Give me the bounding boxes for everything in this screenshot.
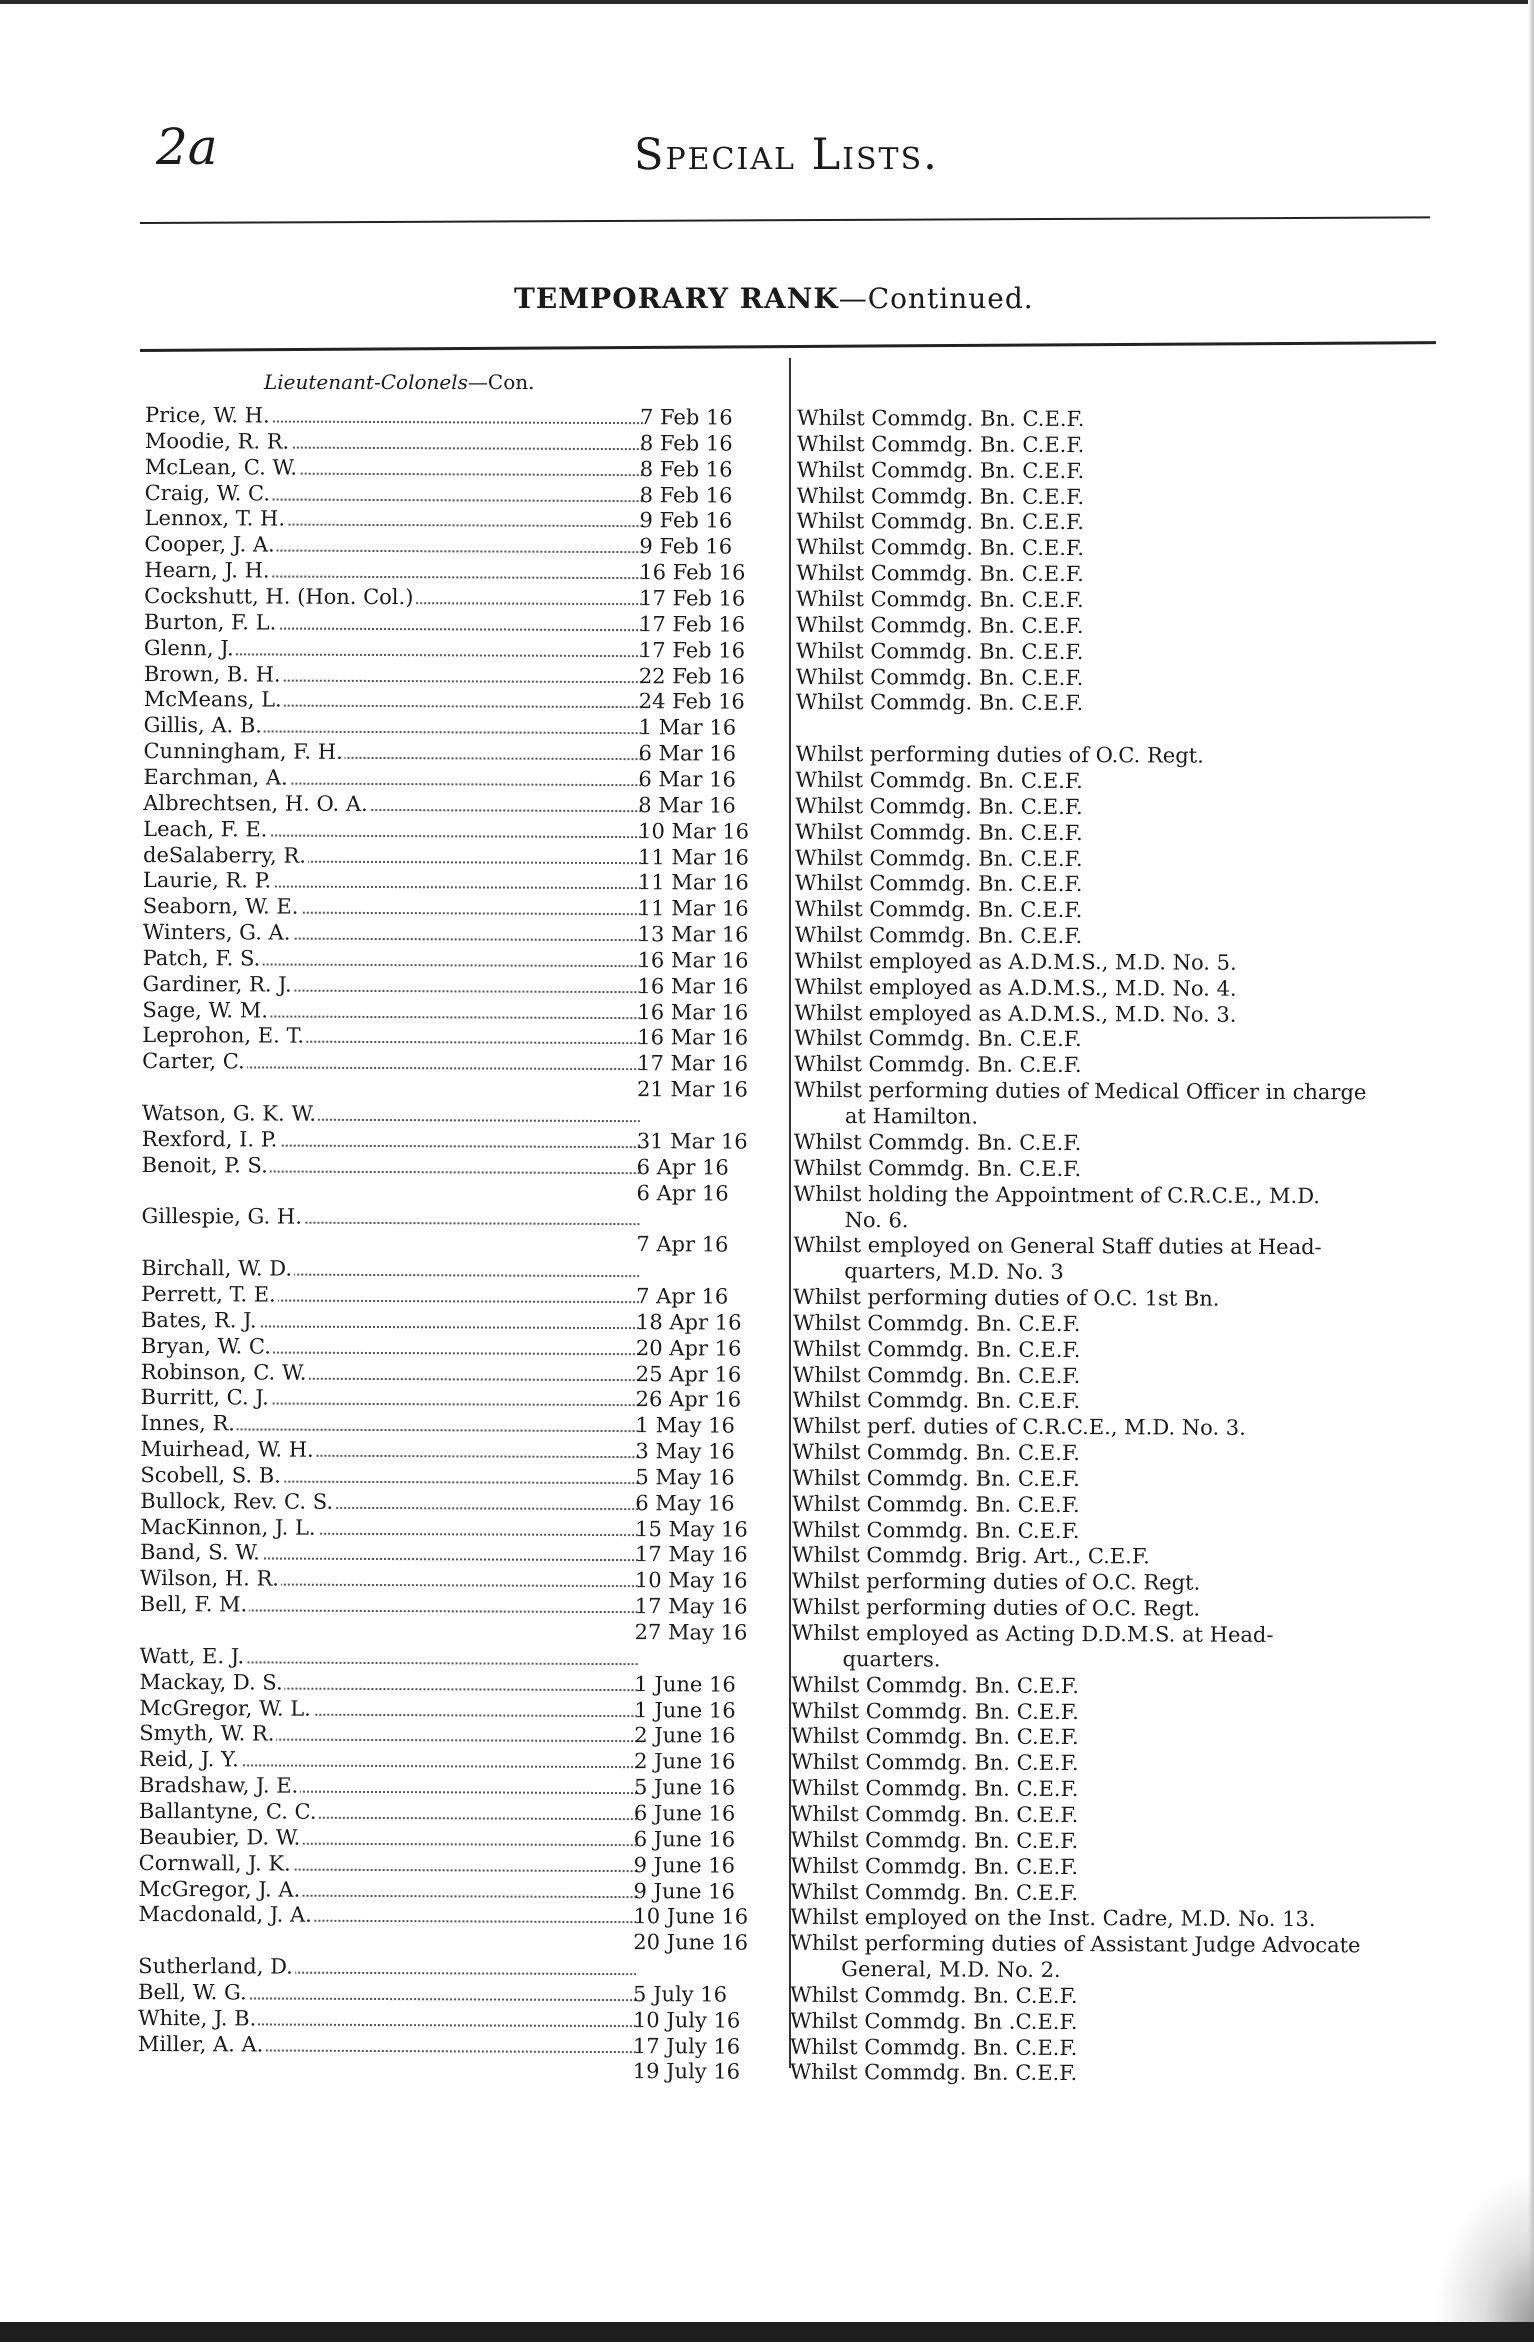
duty-description: Whilst Commdg. Bn. C.E.F. [789,2034,1078,2060]
rank-date [633,1955,773,1956]
rank-date: 24 Feb 16 [638,689,745,714]
officer-name-text: Albrechtsen, H. O. A. [143,790,368,816]
duty-description: Whilst performing duties of O.C. Regt. [791,1594,1201,1621]
officer-name [139,1798,637,1826]
duty-description: Whilst Commdg. Bn. C.E.F. [791,1724,1079,1750]
rank-date: 6 June 16 [633,1826,736,1852]
duty-description: Whilst Commdg. Bn. C.E.F. [794,1052,1082,1078]
officer-name-text: White, J. B. [137,2005,257,2031]
rank-date: 16 Mar 16 [637,999,749,1025]
officer-name [142,1074,640,1102]
officer-name [138,2005,636,2033]
duty-continuation: at Hamilton. [844,1104,979,1129]
officer-name-text: Reid, J. Y. [139,1747,239,1772]
rank-date: 22 Feb 16 [638,663,745,689]
rank-date: 8 Mar 16 [638,792,736,818]
officer-name-text: Watt, E. J. [139,1643,245,1669]
duty-description: Whilst Commdg. Bn. C.E.F. [792,1465,1080,1491]
duty-continuation: General, M.D. No. 2. [841,1957,1061,1983]
duty-description: Whilst Commdg. Bn. C.E.F. [792,1362,1081,1388]
rank-date: 1 June 16 [634,1697,736,1723]
officer-name-text: Patch, F. S. [142,945,261,971]
officer-name-text: Lennox, T. H. [144,506,286,531]
officer-name-text: Glenn, J. [143,635,234,660]
officer-name-text: Cockshutt, H. (Hon. Col.) [144,583,414,610]
duty-description: Whilst Commdg. Bn. C.E.F. [792,1517,1080,1543]
officer-name [140,1462,638,1490]
rank-date: 27 May 16 [634,1620,748,1645]
officer-name-text: Laurie, R. P. [142,868,272,893]
section-title-bold: TEMPORARY RANK [514,282,839,315]
officer-name-text: McGregor, W. L. [139,1695,311,1721]
duty-description: Whilst employed as A.D.M.S., M.D. No. 4. [794,974,1237,1001]
rank-date: 25 Apr 16 [635,1361,742,1387]
officer-name [139,1772,637,1800]
officer-name [142,1100,640,1128]
officer-name-text: Earchman, A. [143,764,288,790]
officer-name [142,1048,640,1076]
rank-date: 11 Mar 16 [637,870,749,895]
rank-date: 13 Mar 16 [637,922,749,947]
officer-name-text: Bell, W. G. [138,1979,247,2005]
rank-date: 6 Apr 16 [636,1154,729,1180]
subheading-continued: —Con. [467,370,535,394]
rank-date: 6 June 16 [633,1801,736,1826]
officer-name [143,764,641,792]
officer-name [143,790,641,818]
officer-name-text: Band, S. W. [139,1540,260,1565]
rank-date: 7 Apr 16 [636,1284,729,1309]
rank-date: 2 June 16 [634,1749,736,1774]
rank-date: 11 Mar 16 [638,844,749,870]
officer-name [144,609,642,637]
officer-name-text: Bullock, Rev. C. S. [140,1488,334,1514]
officer-name [140,1617,638,1645]
rank-date: 16 Mar 16 [637,1025,749,1051]
officer-name-text: Gillis, A. B. [143,713,263,738]
rank-date: 17 Feb 16 [639,611,746,637]
duty-description: Whilst Commdg. Bn .C.E.F. [789,2008,1078,2034]
duty-description: Whilst Commdg. Bn. C.E.F. [795,819,1083,845]
officer-name-text: McMeans, L. [143,687,282,712]
duty-description: Whilst Commdg. Bn. C.E.F. [792,1388,1081,1414]
duty-description: Whilst Commdg. Bn. C.E.F. [789,2060,1078,2086]
officer-name [140,1591,638,1619]
duty-continuation: quarters, M.D. No. 3 [844,1259,1064,1285]
duty-description: Whilst performing duties of Assistant Judge Advocate [790,1930,1361,1958]
officer-name [141,1203,639,1231]
officer-name [138,2056,636,2084]
duty-continuation: No. 6. [844,1207,909,1232]
officer-name-text: Perrett, T. E. [141,1281,276,1307]
duty-description: Whilst Commdg. Bn. C.E.F. [796,612,1084,638]
officer-name-text: McLean, C. W. [144,454,298,480]
officer-name [144,531,642,559]
officer-name-text: Bryan, W. C. [140,1333,271,1359]
officer-name-text: Moodie, R. R. [144,428,290,454]
officer-name [140,1488,638,1516]
rank-date: 3 May 16 [635,1439,735,1464]
officer-name [145,480,643,508]
officer-name-text: Birchall, W. D. [141,1256,293,1281]
officer-name [141,1307,639,1335]
duty-description: Whilst employed as A.D.M.S., M.D. No. 5. [794,948,1237,975]
officer-name [143,841,641,869]
officer-name [143,738,641,766]
officer-name-text: Burton, F. L. [144,609,277,635]
officer-name [141,1281,639,1309]
officer-name-text: Beaubier, D. W. [138,1824,301,1850]
officer-name-text: Macdonald, J. A. [138,1902,312,1928]
officer-name [140,1436,638,1464]
table-row [0,2056,1527,2089]
page-number: 2a [156,118,218,176]
rank-date: 18 Apr 16 [635,1309,742,1335]
officer-name-text: Bell, F. M. [139,1592,248,1617]
duty-description: Whilst Commdg. Bn. C.E.F. [790,1879,1079,1905]
duty-description: Whilst Commdg. Brig. Art., C.E.F. [791,1543,1150,1569]
officer-name [142,1177,640,1205]
rank-date: 17 Feb 16 [639,586,746,611]
rank-date: 17 Mar 16 [637,1051,749,1076]
officer-name [144,686,642,714]
rank-date: 9 June 16 [633,1878,735,1904]
officer-name-text: Price, W. H. [144,402,270,428]
officer-name [142,971,640,999]
rank-date: 7 Feb 16 [639,405,733,430]
officer-name-text: Watson, G. K. W. [141,1100,317,1126]
duty-description: Whilst employed as A.D.M.S., M.D. No. 3. [794,1000,1237,1027]
officer-name [144,660,642,688]
rank-date: 10 Mar 16 [638,818,750,844]
rank-date [635,1645,775,1646]
rank-date: 17 May 16 [634,1594,748,1619]
duty-description: Whilst Commdg. Bn. C.E.F. [796,535,1084,561]
running-title: Special Lists. [634,130,939,180]
officer-name [141,1358,639,1386]
officer-name [139,1669,637,1697]
rank-date: 1 May 16 [635,1413,735,1438]
rank-date [636,1257,776,1258]
officer-name-text: Scobell, S. B. [140,1462,281,1488]
duty-description: Whilst Commdg. Bn. C.E.F. [793,1129,1082,1155]
rank-date: 16 Feb 16 [639,560,746,585]
rank-date: 9 Feb 16 [639,508,733,533]
rank-date: 2 June 16 [634,1723,736,1748]
duty-description: Whilst Commdg. Bn. C.E.F. [795,767,1083,793]
officer-name [138,1901,636,1929]
duty-description: Whilst Commdg. Bn. C.E.F. [792,1491,1080,1517]
officer-name [145,428,643,456]
rank-date: 8 Feb 16 [639,431,733,456]
officer-name [144,505,642,533]
duty-description: Whilst Commdg. Bn. C.E.F. [794,871,1083,897]
officer-name [140,1565,638,1593]
officer-name-text: Mackay, D. S. [139,1669,283,1695]
officer-name-text: Cooper, J. A. [144,532,275,557]
officer-name-text: Seaborn, W. E. [142,894,299,919]
duty-description: Whilst Commdg. Bn. C.E.F. [795,690,1084,716]
rank-date: 7 Apr 16 [636,1232,729,1257]
rank-date: 5 July 16 [633,1982,728,2007]
officer-name [143,919,641,947]
duty-description: Whilst employed on General Staff duties at Head- [793,1233,1322,1260]
duty-description: Whilst Commdg. Bn. C.E.F. [796,560,1084,587]
duty-description: Whilst Commdg. Bn. C.E.F. [792,1336,1081,1362]
officer-name-text: deSalaberry, R. [143,842,306,868]
duty-description: Whilst Commdg. Bn. C.E.F. [791,1749,1079,1776]
officer-name-text: Gardiner, R. J. [142,971,292,997]
officer-name [145,402,643,430]
duty-description: Whilst Commdg. Bn. C.E.F. [796,586,1084,613]
section-title-continued: —Continued. [838,282,1034,315]
rank-date: 9 Feb 16 [639,534,733,559]
duty-description: Whilst Commdg. Bn. C.E.F. [796,509,1085,535]
rank-date: 17 July 16 [632,2033,741,2059]
officer-name-text: Carter, C. [142,1049,245,1074]
officer-name-text: Burritt, C. J. [140,1385,269,1410]
officer-name [140,1513,638,1541]
duty-description: Whilst holding the Appointment of C.R.C.E., M.D. [793,1181,1321,1208]
officer-name-text: Craig, W. C. [144,480,271,506]
officer-name [142,1126,640,1154]
duty-description: Whilst Commdg. Bn. C.E.F. [796,431,1085,457]
officer-name [144,557,642,585]
officer-name [138,1953,636,1981]
duty-description: Whilst Commdg. Bn. C.E.F. [791,1672,1079,1698]
duty-description: Whilst Commdg. Bn. C.E.F. [790,1827,1079,1853]
rank-date: 17 May 16 [634,1542,748,1568]
officer-name [144,583,642,611]
officer-name-text: Brown, B. H. [143,661,281,687]
officer-name [144,712,642,740]
duty-description: Whilst Commdg. Bn. C.E.F. [794,897,1083,923]
officer-name-text: Innes, R. [140,1411,236,1436]
rank-date: 5 June 16 [633,1775,736,1800]
duty-description: Whilst Commdg. Bn. C.E.F. [794,922,1083,949]
duty-description: Whilst Commdg. Bn. C.E.F. [796,483,1085,509]
officer-name [139,1746,637,1774]
duty-description: Whilst Commdg. Bn. C.E.F. [795,845,1083,871]
rank-date: 21 Mar 16 [636,1077,748,1102]
officer-name [141,1410,639,1438]
officer-name [144,635,642,663]
rank-date: 20 June 16 [633,1930,749,1955]
rank-date: 31 Mar 16 [636,1128,748,1154]
duty-description: Whilst Commdg. Bn. C.E.F. [790,1801,1079,1827]
officer-name-text: Wilson, H. R. [139,1566,280,1591]
duty-description: Whilst employed on the Inst. Cadre, M.D. No. 13. [790,1905,1316,1932]
officer-name-text: Winters, G. A. [142,919,291,945]
officer-name-text [141,1230,143,1254]
rank-date: 10 May 16 [634,1568,748,1593]
officer-name [141,1255,639,1283]
officer-name-text: Benoit, P. S. [141,1152,268,1178]
rank-date: 11 Mar 16 [637,896,749,921]
officer-name [143,945,641,973]
officer-name-text: Cunningham, F. H. [143,738,343,764]
duty-description: Whilst performing duties of O.C. Regt. [791,1569,1201,1595]
officer-name-text [142,1178,144,1202]
officer-name [141,1333,639,1361]
rank-date: 10 June 16 [633,1904,749,1929]
officer-name [143,816,641,844]
rank-date [637,1205,777,1206]
officer-name [140,1539,638,1567]
duty-description: Whilst Commdg. Bn. C.E.F. [790,1853,1079,1879]
officer-name [139,1694,637,1722]
rank-date: 6 Apr 16 [636,1180,729,1206]
rank-date: 5 May 16 [635,1465,735,1490]
officer-name-text: Leprohon, E. T. [142,1023,305,1049]
duty-description: Whilst Commdg. Bn. C.E.F. [795,638,1084,664]
duty-description: Whilst performing duties of O.C. Regt. [795,741,1204,768]
officer-name-text: Sutherland, D. [138,1953,293,1979]
officer-name-text: Robinson, C. W. [140,1359,307,1385]
rank-date: 8 Feb 16 [639,482,733,508]
rank-date: 16 Mar 16 [637,948,749,973]
rank-date: 6 Mar 16 [638,767,736,792]
officer-name-text: Rexford, I. P. [141,1126,278,1152]
rank-date: 17 Feb 16 [638,637,746,663]
officer-name-text: Muirhead, W. H. [140,1436,314,1462]
officer-name-text: Hearn, J. H. [144,558,270,583]
officer-name-text: Miller, A. A. [137,2031,264,2057]
duty-description: Whilst Commdg. Bn. C.E.F. [793,1155,1082,1181]
officer-name-text: Smyth, W. R. [139,1721,275,1746]
duty-description: Whilst performing duties of Medical Officer in charge [793,1077,1367,1105]
duty-description: Whilst Commdg. Bn. C.E.F. [790,1982,1078,2008]
rank-date: 1 Mar 16 [638,715,737,740]
duty-description: Whilst Commdg. Bn. C.E.F. [796,405,1085,432]
subheading-rank: Lieutenant-Colonels [264,370,468,394]
rank-date: 20 Apr 16 [635,1335,742,1361]
officer-name-text: Leach, F. E. [143,816,268,842]
rank-date: 6 May 16 [635,1490,735,1516]
officer-name-text: Bates, R. J. [140,1307,257,1333]
duty-description: Whilst Commdg. Bn. C.E.F. [792,1439,1081,1466]
duty-description: Whilst Commdg. Bn. C.E.F. [790,1775,1079,1802]
officer-name-text: Cornwall, J. K. [138,1850,291,1876]
officer-name [138,1927,636,1955]
rank-date: 9 June 16 [633,1852,736,1878]
rank-date: 16 Mar 16 [637,973,749,999]
duty-description: Whilst Commdg. Bn. C.E.F. [791,1698,1079,1724]
rank-date: 10 July 16 [632,2007,741,2033]
officer-name-text [140,1618,142,1642]
officer-name-text: Ballantyne, C. C. [138,1798,317,1824]
officer-name [142,1022,640,1050]
officer-name [139,1720,637,1748]
officer-name-text [142,1075,144,1099]
rank-date: 15 May 16 [635,1516,748,1542]
officer-name-text [138,2057,140,2081]
officer-name-text [138,1928,140,1952]
officer-name [143,867,641,895]
officer-name [142,1152,640,1180]
duty-description: Whilst Commdg. Bn. C.E.F. [794,1026,1082,1052]
officer-name [138,1875,636,1903]
officer-name [139,1850,637,1878]
rank-date: 26 Apr 16 [635,1387,742,1412]
duty-description: Whilst Commdg. Bn. C.E.F. [796,457,1085,483]
officer-name [140,1643,638,1671]
officer-name-text: MacKinnon, J. L. [140,1514,316,1540]
officer-name-text: McGregor, J. A. [138,1876,301,1902]
duty-description: Whilst perf. duties of C.R.C.E., M.D. No. 3. [792,1414,1246,1440]
rank-date [637,1102,777,1103]
duty-description: Whilst Commdg. Bn. C.E.F. [792,1310,1081,1336]
officer-name [138,2031,636,2059]
officer-name [145,454,643,482]
rank-date: 8 Feb 16 [639,456,733,482]
officer-name [138,1979,636,2007]
officer-name [141,1229,639,1257]
duty-description: Whilst Commdg. Bn. C.E.F. [795,793,1083,819]
rank-date: 19 July 16 [632,2059,741,2084]
officer-name [139,1824,637,1852]
officer-name [143,893,641,921]
officer-name-text: Sage, W. M. [142,997,269,1023]
rank-date: 6 Mar 16 [638,741,737,766]
officer-name-text: Bradshaw, J. E. [138,1773,299,1798]
duty-continuation: quarters. [842,1647,941,1672]
duty-description: Whilst employed as Acting D.D.M.S. at Head- [791,1620,1274,1647]
duty-description: Whilst performing duties of O.C. 1st Bn. [793,1284,1220,1311]
duty-description: Whilst Commdg. Bn. C.E.F. [795,664,1084,690]
officer-name [142,997,640,1025]
rank-date: 1 June 16 [634,1671,736,1697]
officer-name [141,1384,639,1412]
officer-name-text: Gillespie, G. H. [141,1204,302,1229]
